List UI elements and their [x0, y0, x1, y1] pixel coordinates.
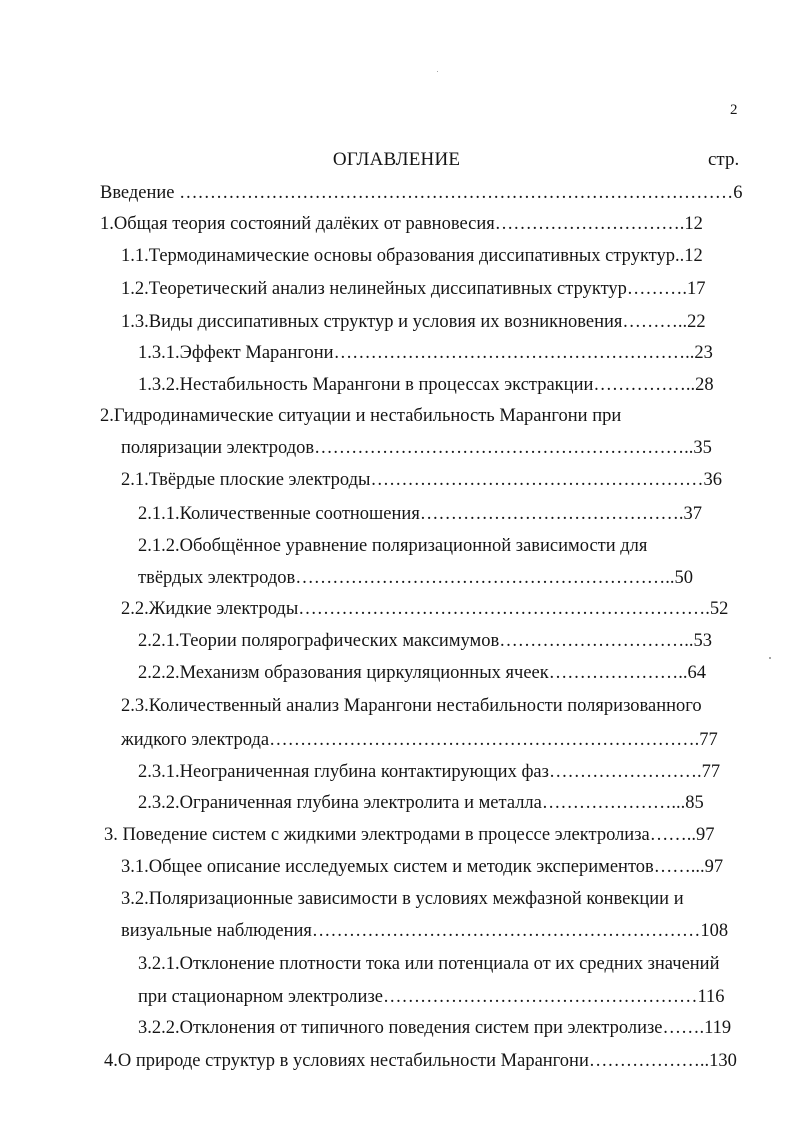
- page-column-label: стр.: [708, 149, 740, 170]
- toc-entry: 3.1.Общее описание исследуемых систем и методик экспериментов……...97: [121, 857, 724, 877]
- toc-entry: 2.Гидродинамические ситуации и нестабильность Марангони при: [100, 406, 622, 426]
- toc-title: ОГЛАВЛЕНИЕ: [332, 149, 461, 170]
- toc-entry: 1.2.Теоретический анализ нелинейных диссипативных структур……….17: [121, 279, 706, 299]
- toc-entry: Введение ………………………………………………………………………………6: [100, 183, 743, 203]
- toc-entry: 3.2.Поляризационные зависимости в условиях межфазной конвекции и: [121, 889, 684, 909]
- toc-entry: 1.3.2.Нестабильность Марангони в процессах экстракции……………..28: [138, 375, 714, 395]
- toc-entry: 2.2.Жидкие электроды………………………………………………………….52: [121, 599, 729, 619]
- toc-entry: 2.2.2.Механизм образования циркуляционных ячеек…………………..64: [138, 663, 706, 683]
- toc-entry: 2.1.1.Количественные соотношения…………………………………….37: [138, 504, 702, 524]
- toc-entry: 1.3.1.Эффект Марангони…………………………………………………..23: [138, 343, 713, 363]
- toc-entry: 2.3.2.Ограниченная глубина электролита и металла…………………...85: [138, 793, 704, 813]
- toc-entry: 2.1.Твёрдые плоские электроды………………………………………………36: [121, 470, 722, 490]
- toc-entry: жидкого электрода…………………………………………………………….77: [121, 730, 718, 750]
- scan-speck: [769, 657, 771, 659]
- toc-entry: 2.2.1.Теории полярографических максимумов…………………………..53: [138, 631, 712, 651]
- toc-entry: 3. Поведение систем с жидкими электродами в процессе электролиза……..97: [104, 825, 715, 845]
- toc-entry: твёрдых электродов……………………………………………………..50: [138, 568, 693, 588]
- toc-entry: 1.Общая теория состояний далёких от равновесия………………………….12: [100, 214, 703, 234]
- scan-speck: [437, 71, 438, 72]
- toc-entry: 2.1.2.Обобщённое уравнение поляризационной зависимости для: [138, 536, 648, 556]
- page-number: 2: [730, 102, 738, 118]
- toc-entry: 1.1.Термодинамические основы образования диссипативных структур..12: [121, 246, 703, 266]
- toc-entry: поляризации электродов……………………………………………………..35: [121, 438, 712, 458]
- toc-entry: 2.3.Количественный анализ Марангони нестабильности поляризованного: [121, 696, 702, 716]
- toc-entry: 3.2.2.Отклонения от типичного поведения систем при электролизе…….119: [138, 1018, 732, 1038]
- toc-entry: 2.3.1.Неограниченная глубина контактирующих фаз…………………….77: [138, 762, 721, 782]
- toc-entry: 1.3.Виды диссипативных структур и условия их возникновения………..22: [121, 312, 706, 332]
- toc-entry: визуальные наблюдения………………………………………………………108: [121, 921, 729, 941]
- toc-entry: при стационарном электролизе……………………………………………116: [138, 987, 725, 1007]
- toc-entry: 3.2.1.Отклонение плотности тока или потенциала от их средних значений: [138, 954, 720, 974]
- toc-entry: 4.О природе структур в условиях нестабильности Марангони………………..130: [104, 1051, 737, 1071]
